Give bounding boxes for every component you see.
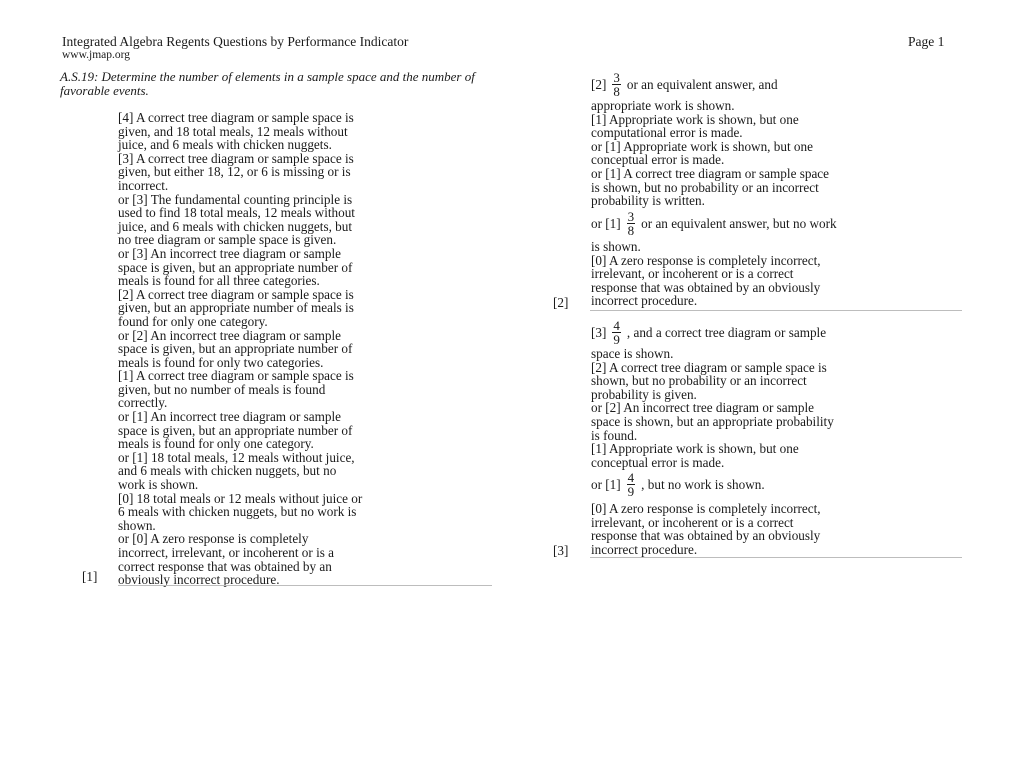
rubric-q2-first-line bbox=[591, 72, 778, 98]
rubric-line: shown, but no probability or an incorrect bbox=[591, 373, 807, 389]
rubric-question-1 bbox=[118, 111, 498, 587]
page-number: Page 1 bbox=[908, 34, 945, 49]
rubric-line: space is shown, but an appropriate probability bbox=[591, 413, 834, 429]
rubric-line: [1] A correct tree diagram or sample space is bbox=[118, 368, 354, 384]
rubric-line: conceptual error is made. bbox=[591, 454, 725, 470]
fraction bbox=[627, 472, 636, 498]
fraction-numerator: 3 bbox=[613, 70, 620, 85]
rubric-question-2-tail bbox=[591, 240, 971, 308]
rubric-line: meals is found for only one category. bbox=[118, 436, 314, 452]
rubric-lines bbox=[591, 99, 971, 208]
rubric-text: , and a correct tree diagram or sample bbox=[626, 325, 827, 340]
rubric-line: [1] Appropriate work is shown, but one bbox=[591, 441, 799, 457]
rubric-line: no tree diagram or sample space is given. bbox=[118, 232, 337, 248]
rubric-line: found for only one category. bbox=[118, 313, 268, 329]
rubric-line: or [2] An incorrect tree diagram or sample bbox=[118, 327, 341, 343]
rubric-lines bbox=[591, 502, 971, 556]
rubric-line: incorrect procedure. bbox=[591, 541, 698, 557]
rubric-line: or [1] 18 total meals, 12 meals without juice, bbox=[118, 449, 355, 465]
fraction bbox=[612, 72, 621, 98]
rubric-line: is shown. bbox=[591, 239, 641, 254]
fraction-denominator: 9 bbox=[627, 484, 635, 499]
rubric-line: [2] A correct tree diagram or sample space is bbox=[591, 359, 827, 375]
rubric-line: juice, and 6 meals with chicken nuggets, but bbox=[118, 218, 353, 234]
rubric-line: or [3] The fundamental counting principle is bbox=[118, 191, 353, 207]
rubric-line: or [1] Appropriate work is shown, but one bbox=[591, 138, 813, 154]
rubric-line: [1] Appropriate work is shown, but one bbox=[591, 111, 799, 127]
rubric-question-2 bbox=[591, 99, 971, 208]
rubric-lines bbox=[118, 111, 498, 587]
rubric-line: or [1] A correct tree diagram or sample space bbox=[591, 165, 829, 181]
fraction-numerator: 4 bbox=[613, 318, 620, 333]
rubric-line: meals is found for only two categories. bbox=[118, 354, 324, 370]
rubric-line: probability is written. bbox=[591, 193, 705, 209]
document-title: Integrated Algebra Regents Questions by Performance Indicator bbox=[62, 34, 409, 49]
rubric-line: or [0] A zero response is completely bbox=[118, 531, 309, 547]
fraction-denominator: 9 bbox=[613, 332, 620, 347]
rubric-line: work is shown. bbox=[118, 477, 199, 493]
rubric-question-3 bbox=[591, 347, 971, 469]
rubric-line: incorrect. bbox=[118, 177, 169, 193]
rubric-line: incorrect, irrelevant, or incoherent or is a bbox=[118, 545, 335, 560]
rubric-q2-mid-line bbox=[591, 211, 837, 237]
rubric-line: and 6 meals with chicken nuggets, but no bbox=[118, 463, 337, 479]
rubric-line: [0] A zero response is completely incorrect, bbox=[591, 501, 821, 516]
source-url: www.jmap.org bbox=[62, 49, 131, 61]
answer-line-2 bbox=[590, 310, 962, 311]
rubric-q3-first-line bbox=[591, 320, 826, 346]
rubric-line: or [2] An incorrect tree diagram or sample bbox=[591, 400, 814, 416]
fraction bbox=[627, 211, 636, 237]
rubric-text: or an equivalent answer, but no work bbox=[641, 216, 837, 231]
rubric-line: appropriate work is shown. bbox=[591, 98, 735, 113]
fraction bbox=[612, 320, 621, 346]
score-points-2: [2] bbox=[553, 295, 569, 310]
rubric-line: irrelevant, or incoherent or is a correct bbox=[591, 266, 794, 282]
rubric-line: [0] A zero response is completely incorrect, bbox=[591, 252, 821, 268]
rubric-line: space is given, but an appropriate number of bbox=[118, 422, 353, 438]
score-label: or [1] bbox=[591, 216, 621, 231]
rubric-line: given, but no number of meals is found bbox=[118, 381, 326, 397]
answer-line-1 bbox=[118, 585, 492, 586]
rubric-line: space is shown. bbox=[591, 346, 674, 361]
rubric-line: or [3] An incorrect tree diagram or sample bbox=[118, 245, 341, 261]
rubric-lines bbox=[591, 347, 971, 469]
rubric-line: shown. bbox=[118, 517, 156, 533]
rubric-line: or [1] An incorrect tree diagram or sample bbox=[118, 409, 341, 425]
score-points-1: [1] bbox=[82, 569, 98, 584]
rubric-line: correct response that was obtained by an bbox=[118, 558, 332, 574]
rubric-line: [2] A correct tree diagram or sample space is bbox=[118, 286, 354, 302]
performance-indicator-heading: A.S.19: Determine the number of elements in a sample space and the number of favorable events. bbox=[60, 69, 475, 98]
score-label: or [1] bbox=[591, 477, 621, 492]
rubric-line: obviously incorrect procedure. bbox=[118, 572, 280, 588]
fraction-numerator: 4 bbox=[627, 470, 635, 485]
rubric-line: [4] A correct tree diagram or sample space is bbox=[118, 110, 354, 125]
rubric-line: 6 meals with chicken nuggets, but no work is bbox=[118, 504, 357, 520]
rubric-line: response that was obtained by an obviously bbox=[591, 279, 821, 295]
rubric-q3-mid-line bbox=[591, 472, 765, 498]
rubric-line: given, and 18 total meals, 12 meals without bbox=[118, 123, 348, 139]
rubric-line: computational error is made. bbox=[591, 125, 743, 141]
score-label: [2] bbox=[591, 77, 607, 92]
rubric-line: incorrect procedure. bbox=[591, 293, 698, 309]
rubric-line: probability is given. bbox=[591, 386, 697, 402]
rubric-line: given, but an appropriate number of meals is bbox=[118, 300, 354, 316]
rubric-line: irrelevant, or incoherent or is a correct bbox=[591, 514, 794, 530]
fraction-numerator: 3 bbox=[627, 209, 635, 224]
fraction-denominator: 8 bbox=[613, 84, 620, 99]
score-points-3: [3] bbox=[553, 543, 569, 558]
rubric-line: [0] 18 total meals or 12 meals without juice or bbox=[118, 490, 363, 506]
rubric-line: is found. bbox=[591, 427, 638, 443]
fraction-denominator: 8 bbox=[627, 223, 635, 238]
rubric-line: conceptual error is made. bbox=[591, 152, 725, 168]
rubric-text: , but no work is shown. bbox=[641, 477, 765, 492]
rubric-lines bbox=[591, 240, 971, 308]
rubric-line: used to find 18 total meals, 12 meals without bbox=[118, 205, 355, 221]
rubric-line: meals is found for all three categories. bbox=[118, 273, 320, 289]
rubric-line: [3] A correct tree diagram or sample space is bbox=[118, 150, 354, 166]
rubric-text: or an equivalent answer, and bbox=[626, 77, 778, 92]
answer-line-3 bbox=[590, 557, 962, 558]
rubric-line: response that was obtained by an obviously bbox=[591, 528, 821, 544]
rubric-line: space is given, but an appropriate number of bbox=[118, 341, 353, 357]
score-label: [3] bbox=[591, 325, 607, 340]
rubric-line: correctly. bbox=[118, 395, 168, 411]
rubric-line: juice, and 6 meals with chicken nuggets. bbox=[118, 137, 332, 153]
rubric-question-3-tail bbox=[591, 502, 971, 556]
rubric-line: is shown, but no probability or an incorrect bbox=[591, 179, 819, 195]
rubric-line: space is given, but an appropriate number of bbox=[118, 259, 353, 275]
rubric-line: given, but either 18, 12, or 6 is missing or is bbox=[118, 164, 351, 180]
